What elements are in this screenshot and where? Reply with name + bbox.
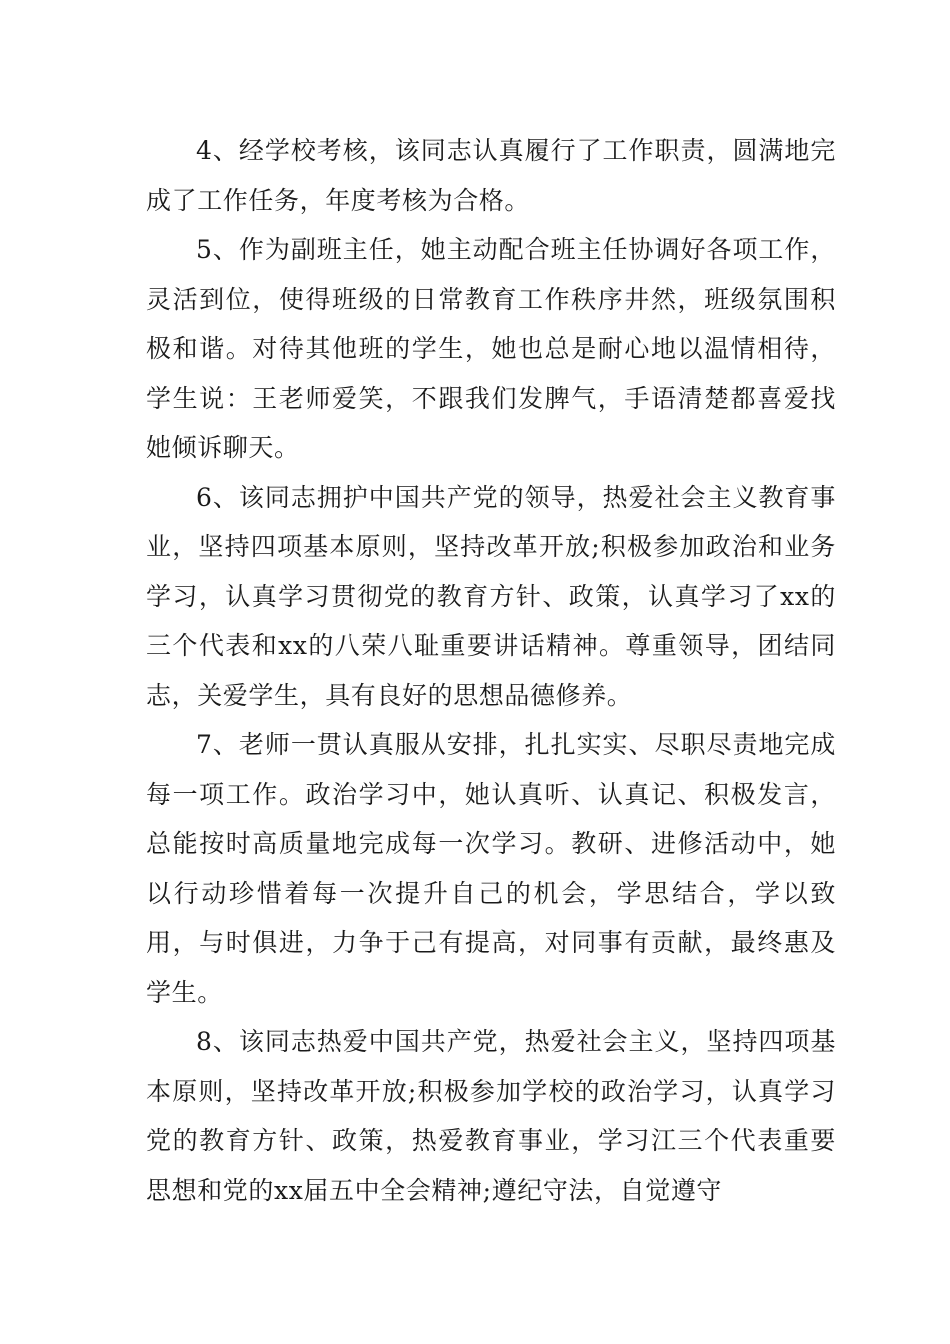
document-body [146, 126, 836, 1215]
paragraph-8: 8、该同志热爱中国共产党，热爱社会主义，坚持四项基本原则，坚持改革开放;积极参加学校的政治学习，认真学习党的教育方针、政策，热爱教育事业，学习江三个代表重要思想和党的xx届五中全会精神;遵纪守法，自觉遵守 [146, 1027, 836, 1205]
paragraph-4: 4、经学校考核，该同志认真履行了工作职责，圆满地完成了工作任务，年度考核为合格。 [146, 136, 836, 215]
paragraph-7: 7、老师一贯认真服从安排，扎扎实实、尽职尽责地完成每一项工作。政治学习中，她认真听、认真记、积极发言，总能按时高质量地完成每一次学习。教研、进修活动中，她以行动珍惜着每一次提升自己的机会，学思结合，学以致用，与时俱进，力争于己有提高，对同事有贡献，最终惠及学生。 [146, 730, 836, 1007]
paragraph-5: 5、作为副班主任，她主动配合班主任协调好各项工作，灵活到位，使得班级的日常教育工作秩序井然，班级氛围积极和谐。对待其他班的学生，她也总是耐心地以温情相待，学生说：王老师爱笑，不跟我们发脾气，手语清楚都喜爱找她倾诉聊天。 [146, 235, 836, 462]
paragraph-6: 6、该同志拥护中国共产党的领导，热爱社会主义教育事业，坚持四项基本原则，坚持改革开放;积极参加政治和业务学习，认真学习贯彻党的教育方针、政策，认真学习了xx的三个代表和xx的八荣八耻重要讲话精神。尊重领导，团结同志，关爱学生，具有良好的思想品德修养。 [146, 482, 836, 710]
